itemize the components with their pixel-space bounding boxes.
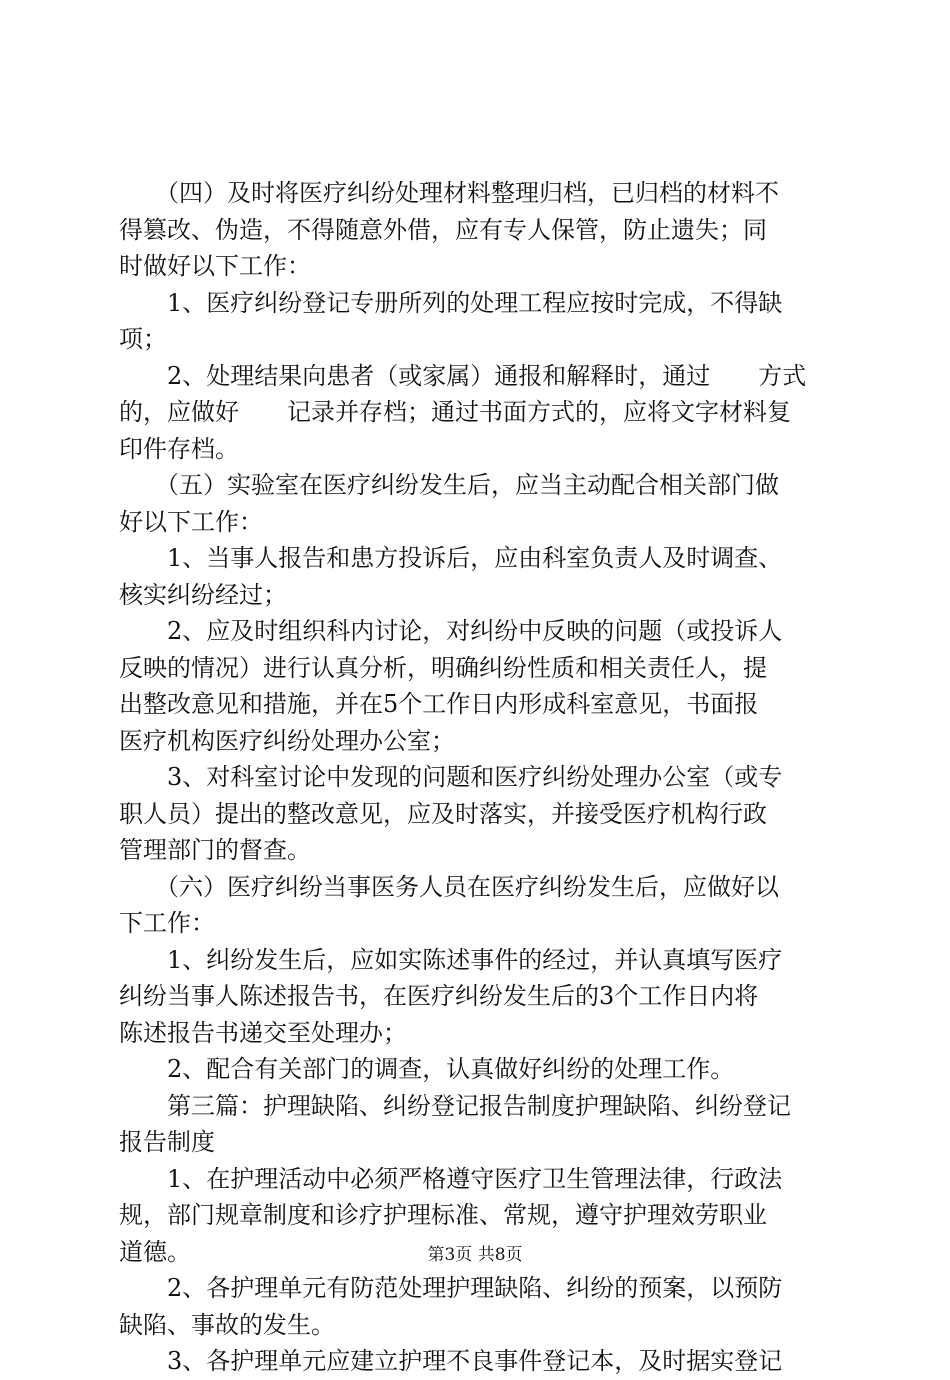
text-line: 3、各护理单元应建立护理不良事件登记本，及时据实登记 [119,1347,783,1375]
text-line: 的，应做好 记录并存档；通过书面方式的，应将文字材料复 [119,398,791,426]
text-line: 好以下工作： [119,507,263,536]
text-line: 1、纠纷发生后，应如实陈述事件的经过，并认真填写医疗 [119,945,783,974]
text-line: 缺陷、事故的发生。 [119,1310,335,1339]
text-line: 规，部门规章制度和诊疗护理标准、常规，遵守护理效劳职业 [119,1201,767,1229]
text-line: 1、医疗纠纷登记专册所列的处理工程应按时完成，不得缺 [119,288,783,317]
text-line: 2、各护理单元有防范处理护理缺陷、纠纷的预案，以预防 [119,1274,783,1302]
text-line: 医疗机构医疗纠纷处理办公室； [119,726,455,755]
text-line: 时做好以下工作： [119,252,311,280]
text-line: 3、对科室讨论中发现的问题和医疗纠纷处理办公室（或专 [119,763,783,791]
text-line: 项； [119,325,167,353]
text-line: 2、处理结果向患者（或家属）通报和解释时，通过 方式 [119,361,807,390]
text-line: 出整改意见和措施，并在5个工作日内形成科室意见，书面报 [119,690,759,718]
document-body [119,175,833,1380]
text-line: 职人员）提出的整改意见，应及时落实，并接受医疗机构行政 [119,799,767,828]
text-line: 纠纷当事人陈述报告书，在医疗纠纷发生后的3个工作日内将 [119,982,759,1010]
text-line: 道德。 [119,1237,191,1266]
text-line: 核实纠纷经过； [119,580,287,609]
text-line: 报告制度 [119,1128,215,1156]
text-line: 1、当事人报告和患方投诉后，应由科室负责人及时调查、 [119,544,783,572]
text-line: 管理部门的督查。 [119,836,311,864]
text-line: 下工作： [119,909,215,937]
page-number-footer: 第3页 共8页 [427,1245,523,1265]
text-line: （四）及时将医疗纠纷处理材料整理归档，已归档的材料不 [119,179,779,207]
text-line: 第三篇：护理缺陷、纠纷登记报告制度护理缺陷、纠纷登记 [119,1091,791,1120]
text-line: 2、配合有关部门的调查，认真做好纠纷的处理工作。 [119,1055,735,1083]
text-line: 得篡改、伪造，不得随意外借，应有专人保管，防止遗失；同 [119,215,767,244]
text-line: 2、应及时组织科内讨论，对纠纷中反映的问题（或投诉人 [119,617,783,645]
text-line: 1、在护理活动中必须严格遵守医疗卫生管理法律，行政法 [119,1164,783,1193]
text-line: 反映的情况）进行认真分析，明确纠纷性质和相关责任人，提 [119,653,767,682]
text-line: （六）医疗纠纷当事医务人员在医疗纠纷发生后，应做好以 [119,872,779,901]
text-line: （五）实验室在医疗纠纷发生后，应当主动配合相关部门做 [119,471,779,499]
text-line: 陈述报告书递交至处理办； [119,1018,407,1047]
text-line: 印件存档。 [119,434,239,463]
